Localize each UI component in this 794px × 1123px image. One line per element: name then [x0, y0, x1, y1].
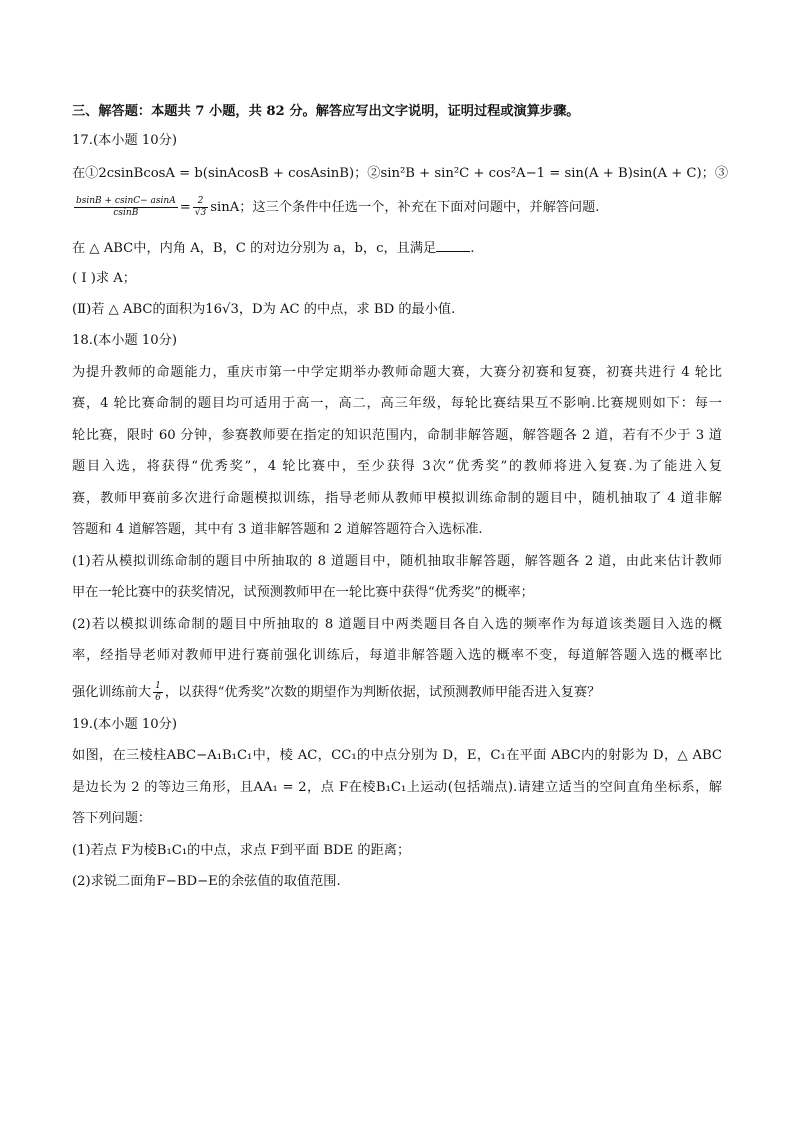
- coefficient-fraction: [193, 196, 208, 219]
- q17-conditions-line: 在①2csinBcosA = b(sinAcosB + cosAsinB)；②sin²B + sin²C + cos²A−1 = sin(A + B)sin(A + C)；③: [72, 166, 729, 181]
- q18-part2-before-fraction: 强化训练前大: [72, 685, 152, 700]
- equals-sign: =: [179, 200, 191, 215]
- q19-para-line: 如图，在三棱柱ABC−A₁B₁C₁中，棱 AC，CC₁的中点分别为 D，E，C₁在平面 ABC内的射影为 D，△ ABC: [72, 748, 722, 763]
- q18-part1-line: (1)若从模拟训练命制的题目中所抽取的 8 道题目中，随机抽取非解答题，解答题各 2 道，由此来估计教师: [72, 554, 722, 569]
- q18-part2-line: 率，经指导老师对教师甲进行赛前强化训练后，每道非解答题入选的概率不变，每道解答题入选的概率比: [72, 648, 722, 663]
- q18-part2-line: (2)若以模拟训练命制的题目中所抽取的 8 道题目中两类题目各自入选的频率作为每道该类题目入选的概: [72, 617, 722, 632]
- q17-stem: [72, 239, 474, 258]
- answer-blank: [436, 239, 470, 252]
- section-header: 三、解答题：本题共 7 小题，共 82 分。解答应写出文字说明，证明过程或演算步骤。: [72, 104, 580, 119]
- q17-stem-text: 在 △ ABC中，内角 A，B，C 的对边分别为 a，b，c，且满足: [72, 241, 437, 256]
- coefficient-numerator: 2: [193, 196, 208, 208]
- q18-title: 18.(本小题 10分): [72, 333, 177, 348]
- q19-part2: (2)求锐二面角F−BD−E的余弦值的取值范围.: [72, 874, 341, 889]
- q19-para-line: 答下列问题：: [72, 811, 152, 826]
- q18-part2-last-line: [72, 681, 600, 704]
- q19-title: 19.(本小题 10分): [72, 717, 177, 732]
- condition3-fraction: [74, 196, 178, 219]
- q17-stem-end: .: [470, 241, 475, 256]
- q18-para-line: 题目入选，将获得“优秀奖”，4 轮比赛中，至少获得 3次“优秀奖”的教师将进入复赛.为了能进入复: [72, 459, 722, 474]
- q19-part1: (1)若点 F为棱B₁C₁的中点，求点 F到平面 BDE 的距离；: [72, 843, 411, 858]
- q17-part1: ( Ⅰ )求 A；: [72, 271, 136, 286]
- q18-part2-after-fraction: ，以获得“优秀奖”次数的期望作为判断依据，试预测教师甲能否进入复赛？: [164, 685, 601, 700]
- q17-title: 17.(本小题 10分): [72, 133, 177, 148]
- fraction-denominator: csinB: [113, 208, 139, 218]
- q18-para-line: 答题和 4 道解答题，其中有 3 道非解答题和 2 道解答题符合入选标准.: [72, 522, 483, 537]
- q18-para-line: 为提升教师的命题能力，重庆市第一中学定期举办教师命题大赛，大赛分初赛和复赛，初赛共进行 4 轮比: [72, 365, 722, 380]
- q17-part2: (Ⅱ)若 △ ABC的面积为16√3，D为 AC 的中点，求 BD 的最小值.: [72, 302, 456, 317]
- q19-para-line: 是边长为 2 的等边三角形，且AA₁ = 2，点 F在棱B₁C₁上运动(包括端点).请建立适当的空间直角坐标系，解: [72, 780, 722, 795]
- fraction-numerator: bsinB + csinC− asinA: [76, 196, 176, 206]
- q18-part1-line: 甲在一轮比赛中的获奖情况，试预测教师甲在一轮比赛中获得“优秀奖”的概率；: [72, 585, 534, 600]
- condition3-rest: sinA；这三个条件中任选一个，补充在下面对问题中，并解答问题.: [210, 200, 600, 215]
- fraction-denominator: 6: [155, 693, 161, 703]
- fraction-numerator: 1: [155, 681, 161, 691]
- q18-para-line: 赛，4 轮比赛命制的题目均可适用于高一，高二，高三年级，每轮比赛结果互不影响.比赛规则如下：每一: [72, 396, 722, 411]
- coefficient-denominator: √3: [194, 208, 207, 218]
- q17-condition3: [72, 196, 600, 219]
- one-sixth-fraction: [153, 681, 163, 704]
- q18-para-line: 轮比赛，限时 60 分钟，参赛教师要在指定的知识范围内，命制非解答题，解答题各 2 道，若有不少于 3 道: [72, 428, 722, 443]
- q18-para-line: 赛，教师甲赛前多次进行命题模拟训练，指导老师从教师甲模拟训练命制的题目中，随机抽取了 4 道非解: [72, 491, 722, 506]
